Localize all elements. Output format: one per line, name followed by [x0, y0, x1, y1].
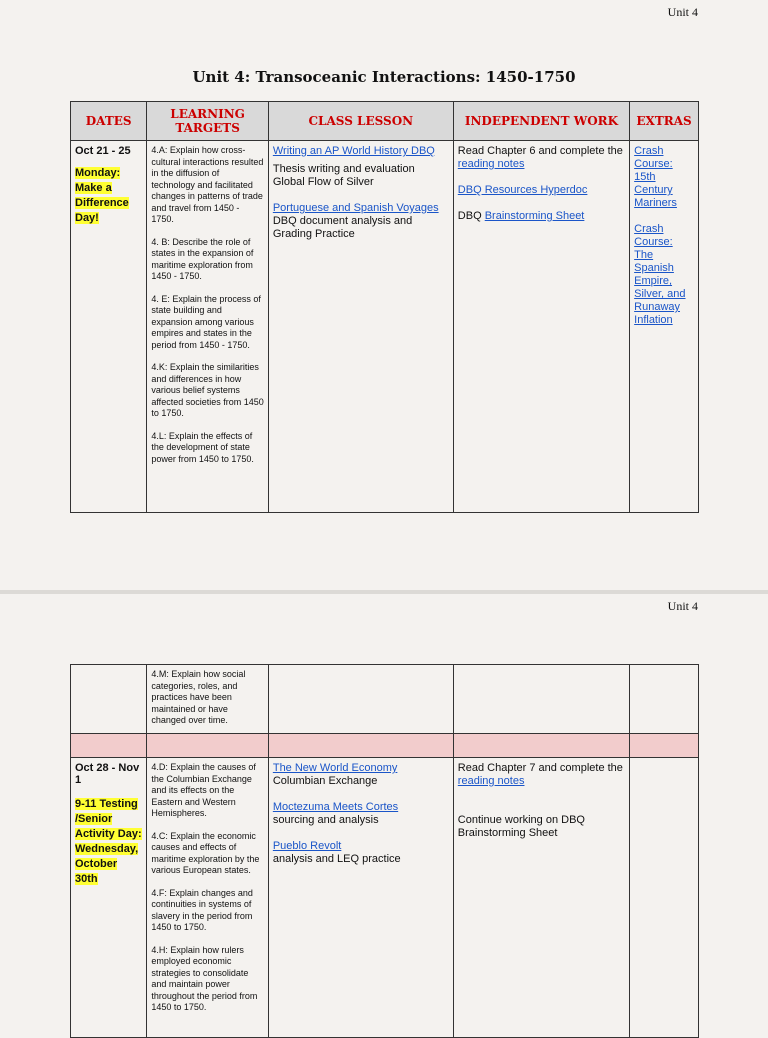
- week-dates: Oct 28 - Nov 1: [75, 762, 140, 786]
- learning-target: 4.F: Explain changes and continuities in systems of slavery in the period from 1450 to 1750.: [151, 887, 253, 932]
- lesson-text: Global Flow of Silver: [272, 176, 374, 188]
- lesson-text: DBQ document analysis and: [272, 215, 413, 227]
- learning-target: 4.C: Explain the economic causes and effects of maritime exploration by the various European states.: [151, 830, 260, 875]
- independent-text: Read Chapter 6 and complete the: [457, 145, 623, 157]
- dates-cell: [71, 665, 147, 734]
- separator-cell: [147, 734, 269, 758]
- highlight-note: 9-11 Testing /Senior Activity Day: Wednesday, October 30th: [75, 798, 142, 885]
- table-row: [71, 758, 699, 1038]
- crash-course-mariners-link[interactable]: Crash Course: 15th Century Mariners: [634, 145, 677, 209]
- col-header-learning-targets: LEARNING TARGETS: [147, 102, 269, 141]
- learning-target: 4.L: Explain the effects of the development of state power from 1450 to 1750.: [151, 430, 254, 464]
- crash-course-spanish-empire-link[interactable]: Crash Course: The Spanish Empire, Silver, and Runaway Inflation: [634, 223, 686, 326]
- learning-target: 4.A: Explain how cross-cultural interactions resulted in the diffusion of technology and facilitated changes in patterns of trade and travel from 1450 - 1750.: [151, 145, 264, 224]
- table-row: [71, 141, 699, 513]
- lesson-link-writing-dbq[interactable]: Writing an AP World History DBQ: [272, 145, 435, 157]
- independent-text: Read Chapter 7 and complete the: [457, 762, 623, 774]
- moctezuma-meets-cortes-link[interactable]: Moctezuma Meets Cortes: [272, 801, 399, 813]
- col-header-independent-work: INDEPENDENT WORK: [453, 102, 629, 141]
- table-header-row: [71, 102, 699, 141]
- brainstorming-sheet-link[interactable]: Brainstorming Sheet: [484, 210, 585, 222]
- independent-work-cell: [453, 141, 629, 513]
- pueblo-revolt-link[interactable]: Pueblo Revolt: [272, 840, 342, 852]
- learning-targets-cell: [147, 758, 269, 1038]
- learning-target: 4.M: Explain how social categories, roles, and practices have been maintained or have changed over time.: [151, 669, 246, 725]
- page-header-unit: Unit 4: [667, 599, 698, 613]
- independent-work-cell: [453, 758, 629, 1038]
- reading-notes-link[interactable]: reading notes: [457, 775, 525, 787]
- independent-text: DBQ: [457, 210, 482, 222]
- learning-target: 4. E: Explain the process of state building and expansion among various empires and states in the period from 1450 - 1750.: [151, 293, 261, 350]
- lesson-text: sourcing and analysis: [272, 814, 379, 826]
- class-lesson-cell: [268, 141, 453, 513]
- learning-targets-cell: [147, 141, 269, 513]
- learning-target: 4.D: Explain the causes of the Columbian Exchange and its effects on the Eastern and Western Hemispheres.: [151, 762, 256, 818]
- dates-cell: [71, 141, 147, 513]
- lesson-text: Grading Practice: [272, 228, 355, 240]
- separator-cell: [453, 734, 629, 758]
- lesson-link-portuguese-spanish-voyages[interactable]: Portuguese and Spanish Voyages: [272, 202, 439, 214]
- unit-schedule-table-continued: [70, 664, 699, 1038]
- document-title: Unit 4: Transoceanic Interactions: 1450-1750: [192, 68, 576, 86]
- independent-text: Continue working on DBQ Brainstorming Sheet: [457, 814, 585, 839]
- extras-cell: [630, 665, 699, 734]
- extras-cell: [630, 141, 699, 513]
- week-dates: Oct 21 - 25: [75, 145, 131, 157]
- learning-target: 4. B: Describe the role of states in the expansion of maritime exploration from 1450 - 1750.: [151, 236, 254, 281]
- new-world-economy-link[interactable]: The New World Economy: [272, 762, 398, 774]
- extras-cell: [630, 758, 699, 1038]
- col-header-dates: DATES: [71, 102, 147, 141]
- page-2: [0, 594, 768, 1024]
- separator-row: [71, 734, 699, 758]
- learning-target: 4.K: Explain the similarities and differences in how various belief systems affected societies from 1450 to 1750.: [151, 362, 264, 418]
- dates-cell: [71, 758, 147, 1038]
- col-header-extras: EXTRAS: [630, 102, 699, 141]
- separator-cell: [71, 734, 147, 758]
- lesson-text: Columbian Exchange: [272, 775, 378, 787]
- lesson-text: analysis and LEQ practice: [272, 853, 401, 865]
- learning-target: 4.H: Explain how rulers employed economic strategies to consolidate and maintain power throughout the period from 1450 to 1750.: [151, 944, 258, 1012]
- unit-schedule-table: [70, 101, 699, 513]
- page-header-unit: Unit 4: [667, 5, 698, 19]
- separator-cell: [268, 734, 453, 758]
- separator-cell: [630, 734, 699, 758]
- col-header-class-lesson: CLASS LESSON: [268, 102, 453, 141]
- learning-targets-cell: [147, 665, 269, 734]
- class-lesson-cell: [268, 758, 453, 1038]
- class-lesson-cell: [268, 665, 453, 734]
- lesson-text: Thesis writing and evaluation: [272, 163, 415, 175]
- highlight-note: Monday: Make a Difference Day!: [75, 167, 129, 224]
- table-row: [71, 665, 699, 734]
- independent-work-cell: [453, 665, 629, 734]
- dbq-resources-hyperdoc-link[interactable]: DBQ Resources Hyperdoc: [457, 184, 588, 196]
- reading-notes-link[interactable]: reading notes: [457, 158, 525, 170]
